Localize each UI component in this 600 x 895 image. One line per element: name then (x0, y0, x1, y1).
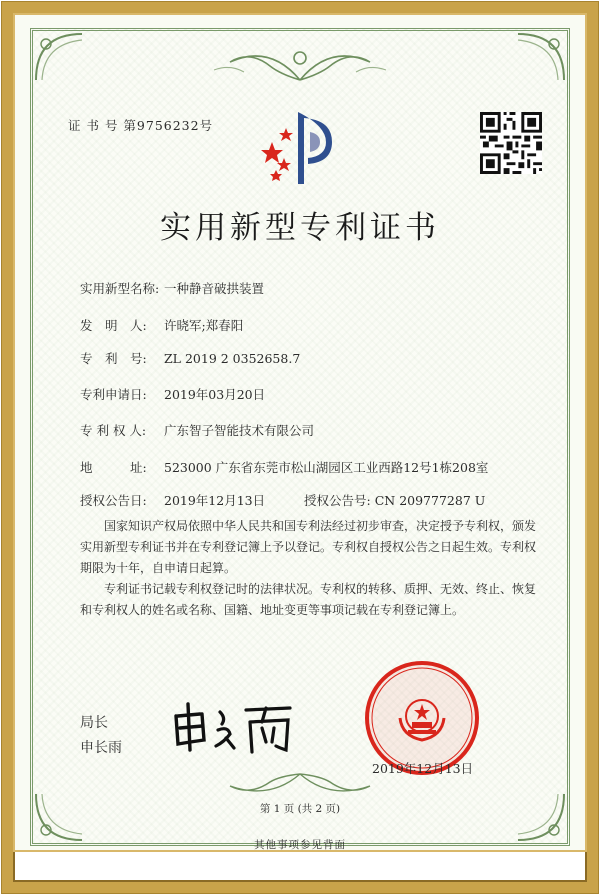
certificate-title: 实用新型专利证书 (160, 210, 440, 246)
field-label: 专 利 权 人: (80, 423, 147, 438)
field-value: 一种静音破拱装置 (164, 281, 265, 296)
field-label: 授权公告号: (304, 493, 371, 508)
corner-ornament-icon (514, 790, 568, 844)
field-label: 发 明 人: (80, 318, 147, 333)
field-label: 授权公告日: (80, 493, 147, 508)
qr-code-icon (480, 112, 542, 174)
field-patent-number (80, 349, 300, 367)
signature-image (170, 698, 300, 758)
field-patent-name (80, 279, 264, 297)
field-application-date (80, 385, 265, 403)
field-grant-date (80, 491, 265, 509)
field-value: 许晓军;郑春阳 (164, 318, 244, 333)
page-number: 第 1 页 (共 2 页) (259, 803, 341, 815)
corner-ornament-icon (32, 30, 86, 84)
signatory-title: 局长 (80, 715, 108, 731)
certificate-number: 证 书 号 第9756232号 (68, 118, 214, 133)
legal-status-paragraph: 专利证书记载专利权登记时的法律状况。专利权的转移、质押、无效、终止、恢复和专利权人的姓名或名称、国籍、地址变更等事项记载在专利登记簿上。 (80, 582, 537, 617)
corner-ornament-icon (32, 790, 86, 844)
corner-ornament-icon (514, 30, 568, 84)
footer-note: 其他事项参见背面 (254, 839, 346, 851)
seal-date: 2019年12月13日 (372, 761, 474, 776)
field-value: ZL 2019 2 0352658.7 (164, 351, 301, 366)
field-value: 523000 广东省东莞市松山湖园区工业西路12号1栋208室 (164, 460, 489, 475)
field-label: 专 利 号: (80, 351, 147, 366)
field-grant-number (304, 491, 485, 509)
signatory-name: 申长雨 (80, 740, 122, 756)
field-address (80, 458, 488, 476)
field-label: 实用新型名称: (80, 281, 160, 296)
field-value: 2019年12月13日 (164, 493, 266, 508)
bottom-ornament-icon (210, 770, 390, 804)
cnipa-logo-icon (252, 102, 348, 190)
top-ornament-icon (210, 40, 390, 84)
field-patentee (80, 421, 314, 439)
field-inventors (80, 316, 243, 334)
field-value: 广东智子智能技术有限公司 (164, 423, 315, 438)
field-value: CN 209777287 U (374, 493, 486, 508)
grant-statement-paragraph: 国家知识产权局依照中华人民共和国专利法经过初步审查，决定授予专利权，颁发实用新型专利证书并在专利登记簿上予以登记。专利权自授权公告之日起生效。专利权期限为十年，自申请日起算。 (80, 519, 537, 575)
field-value: 2019年03月20日 (164, 387, 266, 402)
field-label: 地 址: (80, 460, 147, 475)
field-label: 专利申请日: (80, 387, 147, 402)
